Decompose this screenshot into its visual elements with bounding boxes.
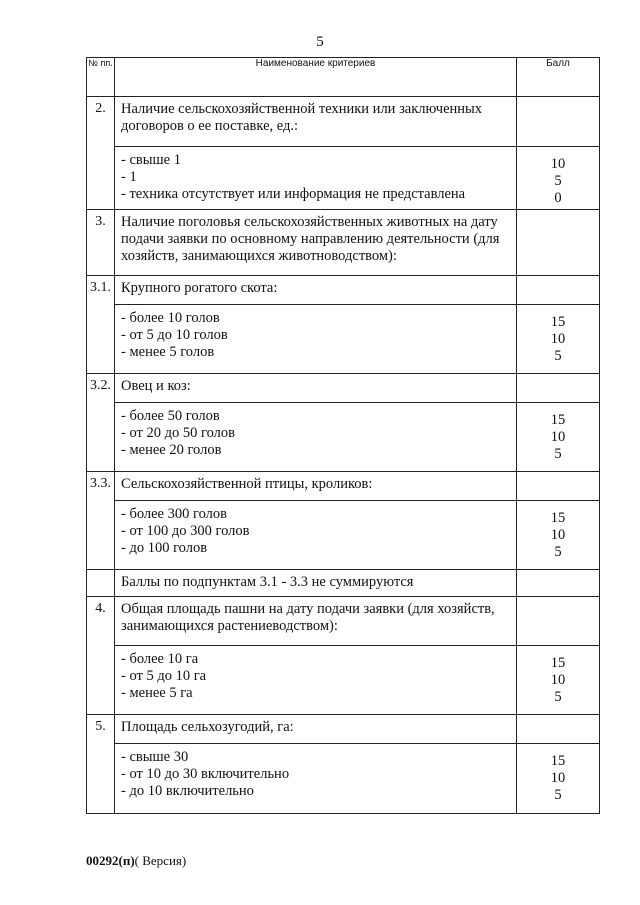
- criterion-name-text: Площадь сельхозугодий, га:: [121, 719, 294, 735]
- criterion-name: [115, 210, 517, 276]
- criterion-row: [87, 210, 600, 276]
- option-score: 0: [554, 190, 562, 206]
- option-score: 5: [554, 689, 562, 705]
- option-score: 10: [550, 156, 566, 172]
- option-label: - техника отсутствует или информация не представлена: [121, 186, 466, 202]
- criterion-row: [87, 597, 600, 646]
- option-label: - более 10 голов: [121, 310, 220, 326]
- criterion-name: [115, 276, 517, 305]
- criterion-number: [87, 570, 115, 597]
- criterion-score-empty: [517, 715, 600, 744]
- criterion-scores: [517, 305, 600, 374]
- header-num: № пп.: [87, 58, 115, 97]
- criterion-row: [87, 276, 600, 305]
- criterion-scores: [517, 147, 600, 210]
- option-label: - более 300 голов: [121, 506, 227, 522]
- criterion-options: [115, 147, 517, 210]
- criterion-scores: [517, 744, 600, 814]
- header-score: Балл: [517, 58, 600, 97]
- criterion-row: [87, 570, 600, 597]
- option-score: 5: [554, 348, 562, 364]
- criterion-options-row: [87, 147, 600, 210]
- criterion-row: [87, 97, 600, 147]
- criterion-options: [115, 403, 517, 472]
- criterion-score-empty: [517, 276, 600, 305]
- option-label: - менее 5 голов: [121, 344, 215, 360]
- criterion-row: [87, 715, 600, 744]
- criterion-number: 3.: [87, 210, 115, 276]
- criterion-name-text: Общая площадь пашни на дату подачи заявки (для хозяйств, занимающихся растениеводством):: [121, 601, 495, 634]
- criterion-options-row: [87, 646, 600, 715]
- criterion-number: 3.3.: [87, 472, 115, 570]
- option-label: - более 50 голов: [121, 408, 220, 424]
- criterion-name-text: Сельскохозяйственной птицы, кроликов:: [121, 476, 373, 492]
- option-score: 15: [550, 753, 566, 769]
- document-version: ( Версия): [134, 853, 187, 868]
- option-label: - от 5 до 10 га: [121, 668, 207, 684]
- option-score: 5: [554, 544, 562, 560]
- criterion-name: [115, 472, 517, 501]
- criterion-name-text: Наличие поголовья сельскохозяйственных животных на дату подачи заявки по основному направлению деятельности (для хозяйств, занимающихся животноводством):: [121, 214, 500, 264]
- criterion-scores: [517, 501, 600, 570]
- criterion-options: [115, 646, 517, 715]
- criterion-name-text: Овец и коз:: [121, 378, 191, 394]
- option-label: - 1: [121, 169, 137, 185]
- page-number: 5: [316, 34, 324, 50]
- criterion-scores: [517, 403, 600, 472]
- option-score: 10: [550, 672, 566, 688]
- criterion-name-text: Баллы по подпунктам 3.1 - 3.3 не суммируются: [121, 574, 414, 590]
- criterion-scores: [517, 646, 600, 715]
- criterion-options-row: [87, 403, 600, 472]
- criterion-row: [87, 374, 600, 403]
- criterion-score-empty: [517, 210, 600, 276]
- criterion-name: [115, 570, 517, 597]
- criterion-name-text: Крупного рогатого скота:: [121, 280, 278, 296]
- criterion-options-row: [87, 305, 600, 374]
- criterion-number: 4.: [87, 597, 115, 715]
- option-label: - от 10 до 30 включительно: [121, 766, 290, 782]
- option-label: - менее 20 голов: [121, 442, 222, 458]
- criterion-score-empty: [517, 472, 600, 501]
- criterion-number: 2.: [87, 97, 115, 210]
- table-body: [87, 97, 600, 814]
- criterion-options-row: [87, 501, 600, 570]
- criterion-score-empty: [517, 597, 600, 646]
- criterion-options-row: [87, 744, 600, 814]
- option-label: - более 10 га: [121, 651, 199, 667]
- option-score: 15: [550, 655, 566, 671]
- table-header-row: [87, 58, 600, 97]
- criterion-score-empty: [517, 570, 600, 597]
- criterion-number: 3.1.: [87, 276, 115, 374]
- option-score: 5: [554, 446, 562, 462]
- option-label: - свыше 30: [121, 749, 189, 765]
- criterion-name: [115, 715, 517, 744]
- option-score: 10: [550, 770, 566, 786]
- option-label: - от 100 до 300 голов: [121, 523, 250, 539]
- option-label: - от 5 до 10 голов: [121, 327, 228, 343]
- option-label: - от 20 до 50 голов: [121, 425, 235, 441]
- option-label: - менее 5 га: [121, 685, 193, 701]
- option-score: 15: [550, 314, 566, 330]
- criterion-number: 3.2.: [87, 374, 115, 472]
- criterion-number: 5.: [87, 715, 115, 814]
- document-footer: [86, 853, 186, 869]
- document-code: 00292(п): [86, 853, 135, 868]
- option-score: 15: [550, 412, 566, 428]
- criterion-row: [87, 472, 600, 501]
- criterion-name-text: Наличие сельскохозяйственной техники или заключенных договоров о ее поставке, ед.:: [121, 101, 483, 134]
- option-label: - до 100 голов: [121, 540, 208, 556]
- option-score: 10: [550, 527, 566, 543]
- criteria-table: [86, 57, 600, 814]
- criterion-options: [115, 744, 517, 814]
- criterion-name: [115, 97, 517, 147]
- criterion-score-empty: [517, 97, 600, 147]
- option-score: 5: [554, 787, 562, 803]
- criterion-options: [115, 305, 517, 374]
- option-score: 10: [550, 331, 566, 347]
- criterion-score-empty: [517, 374, 600, 403]
- option-score: 15: [550, 510, 566, 526]
- criterion-name: [115, 597, 517, 646]
- criterion-options: [115, 501, 517, 570]
- option-label: - до 10 включительно: [121, 783, 254, 799]
- header-name: Наименование критериев: [115, 58, 517, 97]
- criterion-name: [115, 374, 517, 403]
- option-score: 5: [554, 173, 562, 189]
- option-score: 10: [550, 429, 566, 445]
- option-label: - свыше 1: [121, 152, 181, 168]
